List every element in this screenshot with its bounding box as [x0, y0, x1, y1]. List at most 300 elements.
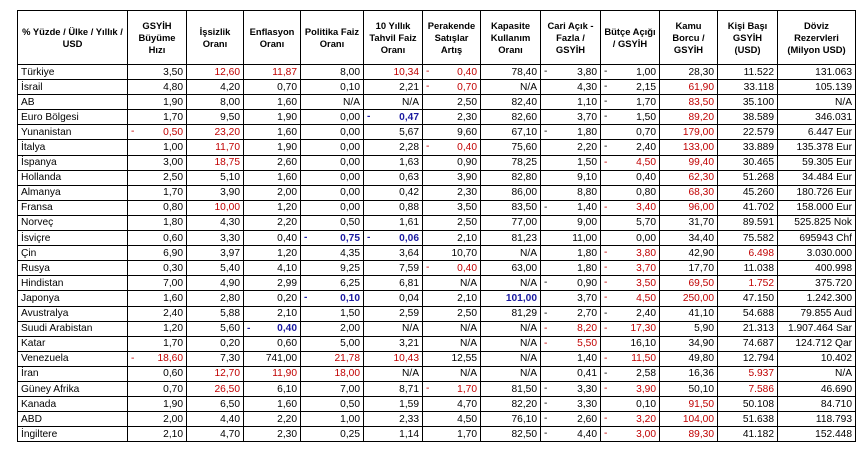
cell-public-debt: 96,00: [660, 200, 718, 215]
cell-value: 3,90: [636, 383, 656, 395]
cell-value: 2,40: [636, 142, 656, 154]
cell-fx-reserves: 1.907.464 Sar: [778, 321, 856, 336]
cell-budget-deficit: [601, 155, 660, 170]
cell-public-debt: 68,30: [660, 185, 718, 200]
cell-capacity-utilization: 78,25: [481, 155, 541, 170]
cell-current-account: 9,00: [541, 215, 601, 230]
cell-current-account: 8,80: [541, 185, 601, 200]
cell-unemployment: 26,50: [187, 381, 244, 396]
cell-gdp-growth: 1,60: [128, 291, 187, 306]
cell-unemployment: 18,75: [187, 155, 244, 170]
cell-country: Japonya: [18, 291, 128, 306]
cell-budget-deficit: [601, 427, 660, 442]
cell-inflation: 1,60: [244, 170, 301, 185]
cell-inflation: 2,99: [244, 276, 301, 291]
cell-unemployment: 23,20: [187, 125, 244, 140]
cell-retail-sales: 2,30: [423, 185, 481, 200]
cell-retail-sales: 2,50: [423, 306, 481, 321]
header-10y-bond: 10 Yıllık Tahvil Faiz Oranı: [364, 11, 423, 65]
minus-sign: -: [604, 322, 608, 334]
minus-sign: -: [544, 307, 548, 319]
table-row: [18, 155, 856, 170]
cell-public-debt: 34,40: [660, 231, 718, 246]
cell-budget-deficit: [601, 381, 660, 396]
table-row: [18, 140, 856, 155]
cell-inflation: 2,20: [244, 215, 301, 230]
minus-sign: -: [604, 141, 608, 153]
cell-public-debt: 42,90: [660, 246, 718, 261]
economic-indicators-table-container: [17, 10, 856, 442]
cell-value: 1,70: [457, 383, 477, 395]
table-row: [18, 306, 856, 321]
header-inflation: Enflasyon Oranı: [244, 11, 301, 65]
table-row: [18, 246, 856, 261]
cell-value: 3,80: [577, 66, 597, 78]
cell-unemployment: 4,30: [187, 215, 244, 230]
cell-gdp-growth: 7,00: [128, 276, 187, 291]
cell-bond-10y: 1,63: [364, 155, 423, 170]
cell-country: İsrail: [18, 80, 128, 95]
cell-public-debt: 50,10: [660, 381, 718, 396]
cell-gdp-growth: 0,60: [128, 231, 187, 246]
cell-capacity-utilization: 82,40: [481, 95, 541, 110]
cell-gdp-growth: 1,80: [128, 215, 187, 230]
cell-unemployment: 3,97: [187, 246, 244, 261]
cell-policy-rate: 0,00: [301, 155, 364, 170]
table-row: [18, 351, 856, 366]
cell-policy-rate: N/A: [301, 95, 364, 110]
minus-sign: -: [604, 247, 608, 259]
cell-current-account: 4,30: [541, 80, 601, 95]
cell-country: Almanya: [18, 185, 128, 200]
cell-fx-reserves: N/A: [778, 95, 856, 110]
cell-policy-rate: 0,00: [301, 170, 364, 185]
cell-unemployment: 4,20: [187, 80, 244, 95]
cell-value: 3,20: [636, 413, 656, 425]
cell-fx-reserves: 3.030.000: [778, 246, 856, 261]
table-row: [18, 381, 856, 396]
cell-gdp-per-capita: 54.688: [718, 306, 778, 321]
cell-capacity-utilization: 101,00: [481, 291, 541, 306]
cell-unemployment: 3,30: [187, 231, 244, 246]
cell-retail-sales: 9,60: [423, 125, 481, 140]
cell-current-account: 1,80: [541, 246, 601, 261]
cell-country: İran: [18, 366, 128, 381]
cell-gdp-growth: [128, 125, 187, 140]
cell-gdp-per-capita: 41.182: [718, 427, 778, 442]
cell-country: Rusya: [18, 261, 128, 276]
cell-fx-reserves: 131.063: [778, 65, 856, 80]
cell-bond-10y: 0,88: [364, 200, 423, 215]
cell-gdp-per-capita: 41.702: [718, 200, 778, 215]
cell-unemployment: 7,30: [187, 351, 244, 366]
cell-country: Norveç: [18, 215, 128, 230]
cell-bond-10y: 1,14: [364, 427, 423, 442]
table-row: [18, 366, 856, 381]
cell-value: 1,70: [636, 96, 656, 108]
cell-inflation: [244, 321, 301, 336]
cell-country: Venezuela: [18, 351, 128, 366]
minus-sign: -: [544, 413, 548, 425]
minus-sign: -: [367, 232, 371, 244]
cell-budget-deficit: 16,10: [601, 336, 660, 351]
cell-gdp-per-capita: 45.260: [718, 185, 778, 200]
table-row: [18, 65, 856, 80]
cell-policy-rate: 0,00: [301, 125, 364, 140]
cell-capacity-utilization: N/A: [481, 276, 541, 291]
cell-capacity-utilization: 63,00: [481, 261, 541, 276]
cell-inflation: 1,60: [244, 95, 301, 110]
minus-sign: -: [544, 126, 548, 138]
cell-capacity-utilization: N/A: [481, 246, 541, 261]
cell-gdp-per-capita: 21.313: [718, 321, 778, 336]
cell-bond-10y: 5,67: [364, 125, 423, 140]
cell-gdp-per-capita: 30.465: [718, 155, 778, 170]
minus-sign: -: [604, 262, 608, 274]
cell-bond-10y: 1,59: [364, 397, 423, 412]
minus-sign: -: [544, 277, 548, 289]
cell-public-debt: 62,30: [660, 170, 718, 185]
cell-unemployment: 10,00: [187, 200, 244, 215]
cell-value: 0,50: [163, 126, 183, 138]
cell-value: 0,47: [399, 111, 419, 123]
cell-inflation: 1,90: [244, 140, 301, 155]
minus-sign: -: [131, 126, 135, 138]
table-row: [18, 427, 856, 442]
cell-current-account: 1,10: [541, 95, 601, 110]
cell-current-account: [541, 200, 601, 215]
header-current-account: Cari Açık - Fazla / GSYİH: [541, 11, 601, 65]
cell-current-account: 1,40: [541, 351, 601, 366]
cell-inflation: 0,20: [244, 291, 301, 306]
cell-inflation: 11,90: [244, 366, 301, 381]
cell-bond-10y: 2,21: [364, 80, 423, 95]
cell-budget-deficit: [601, 351, 660, 366]
cell-country: Güney Afrika: [18, 381, 128, 396]
cell-capacity-utilization: 82,20: [481, 397, 541, 412]
minus-sign: -: [544, 66, 548, 77]
cell-value: 0,75: [340, 232, 360, 244]
cell-unemployment: 12,60: [187, 65, 244, 80]
table-row: [18, 125, 856, 140]
cell-capacity-utilization: 81,23: [481, 231, 541, 246]
cell-gdp-growth: 2,00: [128, 412, 187, 427]
cell-inflation: 1,60: [244, 397, 301, 412]
table-row: [18, 215, 856, 230]
header-fx-reserves: Döviz Rezervleri (Milyon USD): [778, 11, 856, 65]
cell-policy-rate: 0,00: [301, 140, 364, 155]
minus-sign: -: [604, 413, 608, 425]
cell-value: 1,40: [577, 202, 597, 214]
cell-capacity-utilization: N/A: [481, 321, 541, 336]
cell-gdp-per-capita: 74.687: [718, 336, 778, 351]
cell-retail-sales: 2,50: [423, 215, 481, 230]
cell-policy-rate: [301, 231, 364, 246]
minus-sign: -: [426, 141, 430, 153]
minus-sign: -: [604, 352, 608, 364]
cell-fx-reserves: 375.720: [778, 276, 856, 291]
cell-capacity-utilization: 81,29: [481, 306, 541, 321]
cell-bond-10y: 2,28: [364, 140, 423, 155]
cell-value: 3,40: [636, 202, 656, 214]
cell-budget-deficit: [601, 412, 660, 427]
cell-gdp-per-capita: 51.268: [718, 170, 778, 185]
cell-retail-sales: [423, 140, 481, 155]
cell-inflation: 1,20: [244, 200, 301, 215]
cell-value: 0,40: [457, 262, 477, 274]
cell-fx-reserves: 79.855 Aud: [778, 306, 856, 321]
cell-policy-rate: 5,00: [301, 336, 364, 351]
cell-public-debt: 83,50: [660, 95, 718, 110]
economic-indicators-table: [17, 10, 856, 442]
cell-policy-rate: 6,25: [301, 276, 364, 291]
cell-value: 0,40: [457, 142, 477, 154]
cell-value: 1,00: [636, 66, 656, 78]
minus-sign: -: [604, 66, 608, 77]
cell-country: Hollanda: [18, 170, 128, 185]
cell-unemployment: 0,20: [187, 336, 244, 351]
cell-fx-reserves: 10.402: [778, 351, 856, 366]
cell-value: 0,40: [277, 323, 297, 335]
cell-inflation: 1,20: [244, 246, 301, 261]
cell-current-account: 3,70: [541, 110, 601, 125]
cell-retail-sales: N/A: [423, 321, 481, 336]
table-row: [18, 412, 856, 427]
cell-unemployment: 9,50: [187, 110, 244, 125]
minus-sign: -: [426, 81, 430, 93]
cell-inflation: 2,20: [244, 412, 301, 427]
table-body: [18, 65, 856, 442]
cell-gdp-growth: 0,30: [128, 261, 187, 276]
cell-public-debt: 41,10: [660, 306, 718, 321]
cell-public-debt: 16,36: [660, 366, 718, 381]
cell-public-debt: 91,50: [660, 397, 718, 412]
cell-country: İtalya: [18, 140, 128, 155]
cell-policy-rate: [301, 291, 364, 306]
cell-policy-rate: 0,25: [301, 427, 364, 442]
cell-gdp-growth: 0,70: [128, 381, 187, 396]
cell-gdp-growth: 1,70: [128, 185, 187, 200]
cell-bond-10y: 7,59: [364, 261, 423, 276]
cell-bond-10y: 3,21: [364, 336, 423, 351]
cell-fx-reserves: 180.726 Eur: [778, 185, 856, 200]
minus-sign: -: [604, 111, 608, 123]
cell-budget-deficit: [601, 261, 660, 276]
minus-sign: -: [604, 367, 608, 379]
cell-country: Avustralya: [18, 306, 128, 321]
cell-current-account: 3,70: [541, 291, 601, 306]
table-row: [18, 336, 856, 351]
cell-gdp-growth: 3,00: [128, 155, 187, 170]
cell-unemployment: 5,60: [187, 321, 244, 336]
minus-sign: -: [604, 307, 608, 319]
cell-gdp-per-capita: 22.579: [718, 125, 778, 140]
header-row: [18, 11, 856, 65]
cell-gdp-growth: 1,20: [128, 321, 187, 336]
cell-gdp-growth: 1,70: [128, 336, 187, 351]
cell-inflation: 0,70: [244, 80, 301, 95]
table-row: [18, 185, 856, 200]
cell-value: 3,70: [636, 262, 656, 274]
cell-policy-rate: 0,00: [301, 110, 364, 125]
cell-bond-10y: 3,64: [364, 246, 423, 261]
cell-fx-reserves: 1.242.300: [778, 291, 856, 306]
cell-gdp-per-capita: 51.638: [718, 412, 778, 427]
cell-fx-reserves: 34.484 Eur: [778, 170, 856, 185]
cell-capacity-utilization: 82,60: [481, 110, 541, 125]
cell-retail-sales: [423, 261, 481, 276]
cell-value: 11,50: [631, 353, 656, 365]
cell-inflation: 741,00: [244, 351, 301, 366]
table-row: [18, 110, 856, 125]
cell-inflation: 11,87: [244, 65, 301, 80]
cell-country: Türkiye: [18, 65, 128, 80]
cell-fx-reserves: 46.690: [778, 381, 856, 396]
cell-unemployment: 6,50: [187, 397, 244, 412]
cell-gdp-per-capita: 75.582: [718, 231, 778, 246]
table-row: [18, 397, 856, 412]
minus-sign: -: [604, 201, 608, 213]
cell-fx-reserves: 124.712 Qar: [778, 336, 856, 351]
cell-retail-sales: N/A: [423, 366, 481, 381]
table-row: [18, 291, 856, 306]
cell-gdp-per-capita: 89.591: [718, 215, 778, 230]
cell-public-debt: 5,90: [660, 321, 718, 336]
cell-unemployment: 4,40: [187, 412, 244, 427]
cell-gdp-growth: 1,00: [128, 140, 187, 155]
cell-policy-rate: 7,00: [301, 381, 364, 396]
cell-budget-deficit: 0,40: [601, 170, 660, 185]
cell-country: İngiltere: [18, 427, 128, 442]
cell-budget-deficit: 0,70: [601, 125, 660, 140]
cell-current-account: 11,00: [541, 231, 601, 246]
cell-public-debt: 61,90: [660, 80, 718, 95]
cell-gdp-per-capita: 1.752: [718, 276, 778, 291]
cell-unemployment: 8,00: [187, 95, 244, 110]
cell-budget-deficit: [601, 80, 660, 95]
cell-value: 2,40: [636, 308, 656, 320]
cell-retail-sales: 10,70: [423, 246, 481, 261]
cell-policy-rate: 0,10: [301, 80, 364, 95]
cell-inflation: 1,90: [244, 110, 301, 125]
cell-retail-sales: 2,10: [423, 231, 481, 246]
cell-budget-deficit: [601, 200, 660, 215]
cell-gdp-per-capita: 11.522: [718, 65, 778, 80]
cell-value: 0,70: [457, 81, 477, 93]
cell-public-debt: 104,00: [660, 412, 718, 427]
cell-retail-sales: 2,50: [423, 95, 481, 110]
cell-capacity-utilization: 67,10: [481, 125, 541, 140]
cell-policy-rate: 9,25: [301, 261, 364, 276]
minus-sign: -: [131, 352, 135, 364]
cell-policy-rate: 0,00: [301, 200, 364, 215]
cell-capacity-utilization: 83,50: [481, 200, 541, 215]
cell-policy-rate: 4,35: [301, 246, 364, 261]
cell-country: Yunanistan: [18, 125, 128, 140]
cell-value: 18,60: [157, 353, 183, 365]
cell-policy-rate: 1,00: [301, 412, 364, 427]
cell-value: 0,40: [457, 66, 477, 78]
cell-country: AB: [18, 95, 128, 110]
cell-bond-10y: N/A: [364, 95, 423, 110]
cell-public-debt: 69,50: [660, 276, 718, 291]
cell-gdp-growth: 2,10: [128, 427, 187, 442]
cell-retail-sales: [423, 381, 481, 396]
cell-gdp-per-capita: 50.108: [718, 397, 778, 412]
cell-country: Katar: [18, 336, 128, 351]
header-budget-deficit: Bütçe Açığı / GSYİH: [601, 11, 660, 65]
cell-bond-10y: 1,61: [364, 215, 423, 230]
header-unemployment: İşsizlik Oranı: [187, 11, 244, 65]
cell-policy-rate: 0,50: [301, 397, 364, 412]
cell-current-account: [541, 321, 601, 336]
cell-gdp-growth: 4,80: [128, 80, 187, 95]
cell-inflation: 4,10: [244, 261, 301, 276]
cell-retail-sales: 2,30: [423, 110, 481, 125]
cell-inflation: 6,10: [244, 381, 301, 396]
cell-value: 3,30: [577, 383, 597, 395]
cell-bond-10y: 0,04: [364, 291, 423, 306]
cell-country: İsviçre: [18, 231, 128, 246]
cell-value: 1,50: [636, 111, 656, 123]
cell-gdp-per-capita: 11.038: [718, 261, 778, 276]
minus-sign: -: [604, 382, 608, 394]
cell-policy-rate: 18,00: [301, 366, 364, 381]
minus-sign: -: [247, 322, 251, 334]
table-row: [18, 321, 856, 336]
cell-gdp-growth: 0,60: [128, 366, 187, 381]
cell-budget-deficit: [601, 65, 660, 80]
minus-sign: -: [544, 382, 548, 394]
cell-value: 2,70: [577, 308, 597, 320]
cell-inflation: 0,60: [244, 336, 301, 351]
cell-capacity-utilization: N/A: [481, 351, 541, 366]
minus-sign: -: [604, 292, 608, 304]
cell-current-account: [541, 276, 601, 291]
cell-capacity-utilization: 75,60: [481, 140, 541, 155]
cell-bond-10y: 10,34: [364, 65, 423, 80]
cell-unemployment: 2,80: [187, 291, 244, 306]
header-capacity-utilization: Kapasite Kullanım Oranı: [481, 11, 541, 65]
table-row: [18, 200, 856, 215]
minus-sign: -: [544, 201, 548, 213]
cell-inflation: 2,00: [244, 185, 301, 200]
cell-fx-reserves: 152.448: [778, 427, 856, 442]
cell-public-debt: 89,30: [660, 427, 718, 442]
minus-sign: -: [604, 277, 608, 289]
cell-budget-deficit: [601, 140, 660, 155]
minus-sign: -: [544, 337, 548, 349]
cell-country: ABD: [18, 412, 128, 427]
cell-bond-10y: 2,33: [364, 412, 423, 427]
cell-current-account: [541, 381, 601, 396]
cell-value: 8,20: [577, 323, 597, 335]
cell-bond-10y: 0,63: [364, 170, 423, 185]
cell-public-debt: 31,70: [660, 215, 718, 230]
cell-capacity-utilization: 76,10: [481, 412, 541, 427]
cell-current-account: 1,50: [541, 155, 601, 170]
cell-retail-sales: 0,90: [423, 155, 481, 170]
cell-retail-sales: [423, 65, 481, 80]
cell-retail-sales: N/A: [423, 276, 481, 291]
cell-gdp-per-capita: 12.794: [718, 351, 778, 366]
cell-retail-sales: N/A: [423, 336, 481, 351]
minus-sign: -: [604, 96, 608, 108]
cell-current-account: 0,41: [541, 366, 601, 381]
cell-capacity-utilization: N/A: [481, 80, 541, 95]
cell-capacity-utilization: 78,40: [481, 65, 541, 80]
cell-gdp-per-capita: 7.586: [718, 381, 778, 396]
